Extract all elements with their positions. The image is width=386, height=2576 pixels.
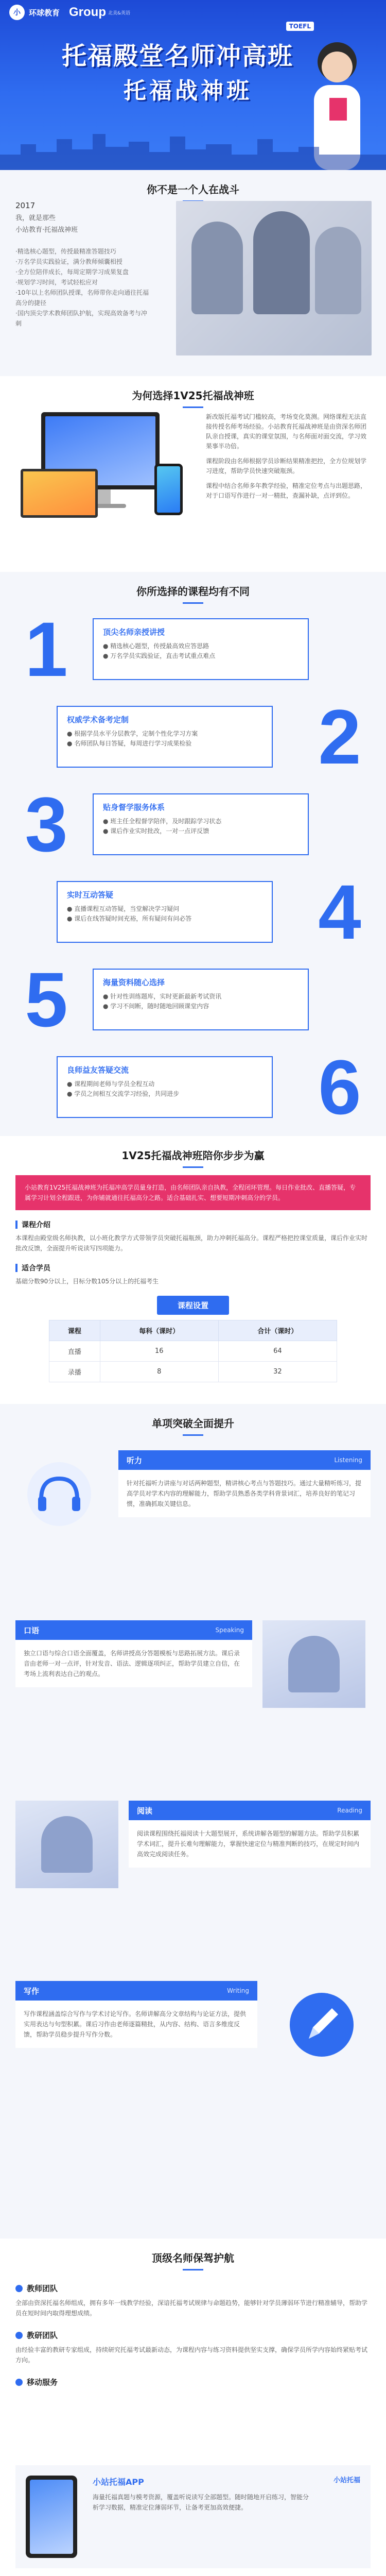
table-cell: 32 xyxy=(218,1362,337,1382)
reason-desc: ● 班主任全程督学陪伴，及时跟踪学习状态 ● 课后作业实时批改，一对一点评反馈 xyxy=(103,818,222,835)
reason-title: 贴身督学服务体系 xyxy=(103,803,165,812)
course-section xyxy=(0,1136,386,1404)
team1-text: 全部由资深托福名师组成，拥有多年一线教学经验，深谙托福考试规律与命题趋势，能够针对学员薄弱环节进行精准辅导，帮助学员在短时间内取得理想成绩。 xyxy=(15,2299,368,2317)
reason-item-1 xyxy=(15,608,371,690)
skill-listening xyxy=(118,1450,371,1517)
table-cell: 16 xyxy=(100,1341,218,1362)
laptop-icon xyxy=(21,469,98,518)
team1-title: 教师团队 xyxy=(27,2284,58,2293)
skill-name-en: Speaking xyxy=(215,1626,244,1634)
tool-desc: 海量托福真题与模考资源，覆盖听说读写全部题型。随时随地开启练习，智能分析学习数据，精准定位薄弱环节，让备考更加高效便捷。 xyxy=(93,2494,309,2511)
course-goal-heading xyxy=(15,1219,371,1230)
tools-heading xyxy=(15,2377,371,2387)
team1-heading xyxy=(15,2283,371,2294)
reason-title: 良师益友答疑交流 xyxy=(67,1065,129,1075)
bullet-dot-icon xyxy=(15,2379,23,2386)
brand-name[interactable]: 环球教育 xyxy=(29,8,60,18)
why-text xyxy=(206,412,371,506)
speaking-photo xyxy=(262,1620,365,1708)
skill-name: 口语 xyxy=(24,1625,40,1635)
why-paragraph: 新改版托福考试门槛较高，考场变化莫测。网络课程无法直接传授名师考场经验。小站教育托福战神班是由资深名师团队亲自授课，真实的课堂氛围，与名师面对面交流，学习效果事半功倍。 xyxy=(206,413,367,450)
reasons-section xyxy=(0,572,386,1136)
reason-card xyxy=(57,1056,273,1118)
course-goal-text: 本课程由殿堂级名师执教，以小班化教学方式带领学员突破托福瓶颈，助力冲刺托福高分。课程严格把控课堂质量，课后作业实时批改反馈，全面提升听说读写四项能力。 xyxy=(15,1234,368,1252)
reason-card xyxy=(93,618,309,680)
intro-list xyxy=(15,246,149,329)
skill-head xyxy=(15,1620,252,1640)
tools-list xyxy=(15,2465,371,2576)
skills-title: 单项突破全面提升 xyxy=(0,1404,386,1443)
hero-title-main: 托福殿堂名师冲高班 xyxy=(62,42,294,71)
why-section xyxy=(0,376,386,572)
intro-line-2: 小站教育·托福战神班 xyxy=(15,226,78,234)
table-cell: 8 xyxy=(100,1362,218,1382)
pen-icon xyxy=(283,1986,360,2063)
intro-list-item: ·精选核心题型，传授最精准答题技巧 xyxy=(15,248,116,255)
intro-line-1: 我，就是那些 xyxy=(15,214,56,222)
top-bar xyxy=(0,0,386,25)
reason-item-5 xyxy=(15,958,371,1041)
table-row xyxy=(49,1341,337,1362)
teachers-title: 顶级名师保驾护航 xyxy=(0,2239,386,2278)
reason-card xyxy=(57,706,273,768)
bullet-dot-icon xyxy=(15,2332,23,2339)
reason-card xyxy=(57,881,273,943)
course-target-title: 适合学员 xyxy=(22,1264,50,1273)
bullet-dot-icon xyxy=(15,2285,23,2292)
reason-title: 顶尖名师亲授讲授 xyxy=(103,628,165,637)
skill-text: 针对托福听力讲座与对话两种题型，精讲核心考点与答题技巧。通过大量精听练习，提高学员对学术内容的理解能力，帮助学员熟悉各类学科背景词汇，培养良好的笔记习惯，准确抓取关键信息。 xyxy=(118,1470,371,1517)
table-header-cell: 合计（课时） xyxy=(218,1320,337,1341)
skill-name-en: Reading xyxy=(337,1807,362,1814)
device-mockup xyxy=(21,412,185,531)
skill-text: 独立口语与综合口语全面覆盖，名师讲授高分答题模板与思路拓展方法。课后录音由老师一对一点评，针对发音、语法、逻辑逐项纠正，帮助学员建立自信，在考场上流利表达自己的观点。 xyxy=(15,1640,252,1687)
reasons-title: 你所选择的课程均有不同 xyxy=(0,572,386,611)
reason-item-3 xyxy=(15,783,371,866)
intro-title: 你不是一个人在战斗 xyxy=(0,170,386,209)
skill-name: 听力 xyxy=(127,1455,143,1465)
reason-item-6 xyxy=(15,1046,371,1128)
intro-list-item: ·国内顶尖学术教师团队护航，实现高效备考与冲刺 xyxy=(15,310,147,327)
table-header-row xyxy=(49,1320,337,1341)
course-goal-title: 课程介绍 xyxy=(22,1221,50,1229)
reason-card xyxy=(93,793,309,855)
group-logo-sub: 北美&英语 xyxy=(108,10,131,16)
phone-icon xyxy=(154,464,183,515)
group-logo-text: Group xyxy=(69,5,107,19)
reason-number: 4 xyxy=(318,869,361,955)
brand-logo-icon[interactable]: 小 xyxy=(9,5,25,20)
team2-title: 教研团队 xyxy=(27,2331,58,2340)
reading-photo xyxy=(15,1801,118,1888)
tools-title: 移动服务 xyxy=(27,2378,58,2387)
headphones-icon xyxy=(21,1455,98,1533)
table-cell: 直播 xyxy=(49,1341,100,1362)
skill-head xyxy=(129,1801,371,1820)
skill-head xyxy=(15,1981,257,2001)
intro-list-item: ·10年以上名师团队授课，名师带你走向通往托福高分的捷径 xyxy=(15,289,149,307)
skill-name: 阅读 xyxy=(137,1806,153,1816)
tool-logo: 小站托福 xyxy=(333,2477,360,2484)
skill-reading xyxy=(129,1801,371,1868)
course-target-heading xyxy=(15,1263,371,1273)
hours-title: 课程设置 xyxy=(157,1296,229,1315)
reason-number: 2 xyxy=(318,693,361,780)
course-target-text: 基础分数90分以上，目标分数105分以上的托福考生 xyxy=(15,1278,159,1285)
hero-banner xyxy=(0,0,386,170)
table-header-cell: 每科（课时） xyxy=(100,1320,218,1341)
reason-number: 1 xyxy=(25,606,68,692)
city-skyline-icon xyxy=(0,124,386,170)
skill-name: 写作 xyxy=(24,1986,40,1996)
intro-section xyxy=(0,170,386,376)
reason-title: 实时互动答疑 xyxy=(67,890,114,900)
reason-number: 5 xyxy=(25,956,68,1043)
skill-text: 阅读课程围绕托福阅读十大题型展开，系统讲解各题型的解题方法。帮助学员积累学术词汇，提升长难句理解能力，掌握快速定位与精准判断的技巧，在规定时间内高效完成阅读任务。 xyxy=(129,1820,371,1868)
skill-speaking xyxy=(15,1620,252,1687)
skill-name-en: Writing xyxy=(227,1987,249,1994)
group-logo xyxy=(69,5,130,20)
why-title: 为何选择1V25托福战神班 xyxy=(0,376,386,415)
table-cell: 64 xyxy=(218,1341,337,1362)
reason-item-2 xyxy=(15,693,371,780)
why-paragraph: 课程阶段由名师根据学员诊断结果精准把控，全方位规划学习进度，帮助学员快速突破瓶颈。 xyxy=(206,457,367,474)
table-header-cell: 课程 xyxy=(49,1320,100,1341)
intro-year: 2017 xyxy=(15,201,36,210)
hero-title-sub: 托福战神班 xyxy=(124,78,252,104)
skill-writing xyxy=(15,1981,257,2048)
teachers-section xyxy=(0,2239,386,2576)
reason-desc: ● 课程期间老师与学员全程互动 ● 学员之间相互交流学习经验，共同进步 xyxy=(67,1080,180,1097)
team2-heading xyxy=(15,2330,371,2341)
reason-title: 海量资料随心选择 xyxy=(103,978,165,987)
intro-list-item: ·规划学习时间，考试轻松应对 xyxy=(15,279,98,286)
reason-desc: ● 精选核心题型，传授最高效应答思路 ● 万名学员实践验证，直击考试重点难点 xyxy=(103,642,216,659)
skill-text: 写作课程涵盖综合写作与学术讨论写作。名师讲解高分文章结构与论证方法，提供实用表达与句型积累。课后习作由老师逐篇精批，从内容、结构、语言多维度反馈，帮助学员稳步提升写作分数。 xyxy=(15,2001,257,2048)
course-banner: 小站教育1V25托福战神班为托福冲高学员量身打造，由名师团队亲自执教，全程闭环管理。每日作业批改、直播答疑，专属学习计划全程跟进，为你铺就通往托福高分之路。适合基础扎实、想要短期冲刺高分的学员。 xyxy=(15,1175,371,1210)
reason-item-4 xyxy=(15,871,371,953)
intro-list-item: ·万名学员实践验证，满分教师倾囊相授 xyxy=(15,258,122,265)
reason-number: 3 xyxy=(25,781,68,868)
tool-card-app[interactable] xyxy=(15,2465,371,2568)
table-row xyxy=(49,1362,337,1382)
hours-table xyxy=(49,1320,337,1382)
reason-desc: ● 针对性训练题库，实时更新最新考试资讯 ● 学习不间断，随时随地回顾课堂内容 xyxy=(103,993,222,1010)
reason-number: 6 xyxy=(318,1044,361,1130)
table-cell: 录播 xyxy=(49,1362,100,1382)
reason-card xyxy=(93,969,309,1030)
team2-text: 由经验丰富的教研专家组成，持续研究托福考试最新动态，为课程内容与练习资料提供坚实支撑，确保学员所学内容始终紧贴考试方向。 xyxy=(15,2346,368,2364)
skill-name-en: Listening xyxy=(334,1456,362,1464)
intro-list-item: ·全方位陪伴成长，每周定期学习成果复盘 xyxy=(15,268,129,276)
students-photo xyxy=(176,201,372,355)
reason-desc: ● 直播课程互动答疑，当堂解决学习疑问 ● 课后在线答疑时间充裕，所有疑问有问必答 xyxy=(67,905,192,922)
toefl-badge: TOEFL xyxy=(286,22,314,31)
reason-desc: ● 根据学员水平分层教学，定制个性化学习方案 ● 名师团队每日答疑，每周进行学习成果检验 xyxy=(67,730,198,747)
intro-text-block xyxy=(15,201,149,329)
reason-title: 权威学术备考定制 xyxy=(67,715,129,724)
tool-title: 小站托福APP xyxy=(93,2477,144,2487)
course-title: 1V25托福战神班陪你步步为赢 xyxy=(0,1136,386,1175)
skills-section xyxy=(0,1404,386,2239)
phone-icon xyxy=(26,2476,77,2558)
why-paragraph: 课程中结合名师多年教学经验，精准定位考点与出题思路，对于口语写作进行一对一精批，查漏补缺，点评到位。 xyxy=(206,482,367,499)
skill-head xyxy=(118,1450,371,1470)
